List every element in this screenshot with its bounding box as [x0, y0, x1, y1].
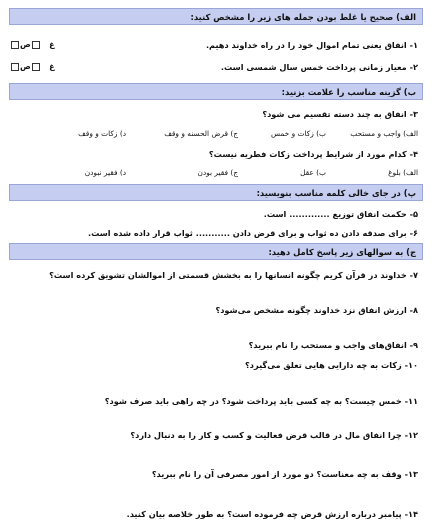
section-a-title: الف) صحیح یا غلط بودن جمله های زیر را مشخص کنید:: [190, 12, 416, 22]
false-checkbox[interactable]: [11, 41, 19, 49]
option-b[interactable]: ب) زکات و خمس: [270, 129, 326, 138]
mc-question-3: [6, 109, 426, 119]
true-false-choices: [10, 40, 55, 49]
true-label: ص: [20, 40, 31, 49]
false-label: غ: [49, 62, 55, 71]
section-b-title: ب) گزینه مناسب را علامت بزنید:: [281, 87, 416, 97]
section-p-header: [9, 184, 423, 201]
question-text: ۱۳- وقف به چه معناست؟ دو مورد از امور مصرفی آن را نام ببرید؟: [151, 469, 418, 479]
fill-question-5: [6, 209, 426, 219]
tf-question-2: [6, 62, 426, 72]
section-p-title: پ) در جای خالی کلمه مناسب بنویسید:: [256, 188, 416, 198]
section-a-header: [9, 8, 423, 25]
desc-question-14: [6, 509, 426, 519]
option-d[interactable]: د) فقیر نبودن: [84, 168, 126, 177]
question-text: ۵- حکمت انفاق توزیع ............. است.: [263, 209, 418, 219]
true-false-choices: [10, 62, 55, 71]
question-text: ۱۲- چرا انفاق مال در قالب قرض فعالیت و کسب و کار را به دنبال دارد؟: [130, 430, 418, 440]
mc-options-4: [6, 168, 426, 180]
false-checkbox[interactable]: [11, 63, 19, 71]
question-text: ۱- انفاق یعنی تمام اموال خود را در راه خداوند دهیم.: [205, 40, 418, 50]
option-a[interactable]: الف) بلوغ: [388, 168, 418, 177]
true-checkbox[interactable]: [32, 41, 40, 49]
option-c[interactable]: ج) فقیر بودن: [197, 168, 238, 177]
mc-question-4: [6, 149, 426, 159]
question-text: ۴- کدام مورد از شرایط پرداخت زکات فطریه نیست؟: [208, 149, 418, 159]
option-c[interactable]: ج) قرض الحسنه و وقف: [164, 129, 238, 138]
desc-question-12: [6, 430, 426, 440]
question-text: ۹- انفاق‌های واجب و مستحب را نام ببرید؟: [248, 340, 418, 350]
true-checkbox[interactable]: [32, 63, 40, 71]
desc-question-7: [6, 270, 426, 280]
fill-question-6: [6, 228, 426, 238]
question-text: ۸- ارزش انفاق نزد خداوند چگونه مشخص می‌شود؟: [215, 305, 418, 315]
mc-options-3: [6, 129, 426, 141]
desc-question-13: [6, 469, 426, 479]
question-text: ۲- معیار زمانی پرداخت خمس سال شمسی است.: [220, 62, 418, 72]
tf-question-1: [6, 40, 426, 50]
question-text: ۶- برای صدقه دادن ده ثواب و برای قرض دادن ........... ثواب قرار داده شده است.: [87, 228, 418, 238]
false-label: غ: [49, 40, 55, 49]
section-c-header: [9, 243, 423, 260]
option-d[interactable]: د) زکات و وقف: [78, 129, 126, 138]
desc-question-9: [6, 340, 426, 350]
section-b-header: [9, 83, 423, 100]
question-text: ۱۰- زکات به چه دارایی هایی تعلق می‌گیرد؟: [245, 360, 418, 370]
question-text: ۱۴- پیامبر درباره ارزش قرض چه فرموده است؟ به طور خلاصه بیان کنید.: [126, 509, 418, 519]
question-text: ۷- خداوند در قرآن کریم چگونه انسانها را به بخشش قسمتی از اموالشان تشویق کرده است؟: [49, 270, 418, 280]
true-label: ص: [20, 62, 31, 71]
desc-question-11: [6, 396, 426, 406]
question-text: ۱۱- خمس چیست؟ به چه کسی باید پرداخت شود؟ در چه راهی باید صرف شود؟: [104, 396, 418, 406]
question-text: ۳- انفاق به چند دسته تقسیم می شود؟: [262, 109, 418, 119]
section-c-title: ج) به سوالهای زیر پاسخ کامل دهید:: [268, 247, 416, 257]
option-a[interactable]: الف) واجب و مستحب: [350, 129, 418, 138]
option-b[interactable]: ب) عقل: [300, 168, 326, 177]
desc-question-10: [6, 360, 426, 370]
desc-question-8: [6, 305, 426, 315]
